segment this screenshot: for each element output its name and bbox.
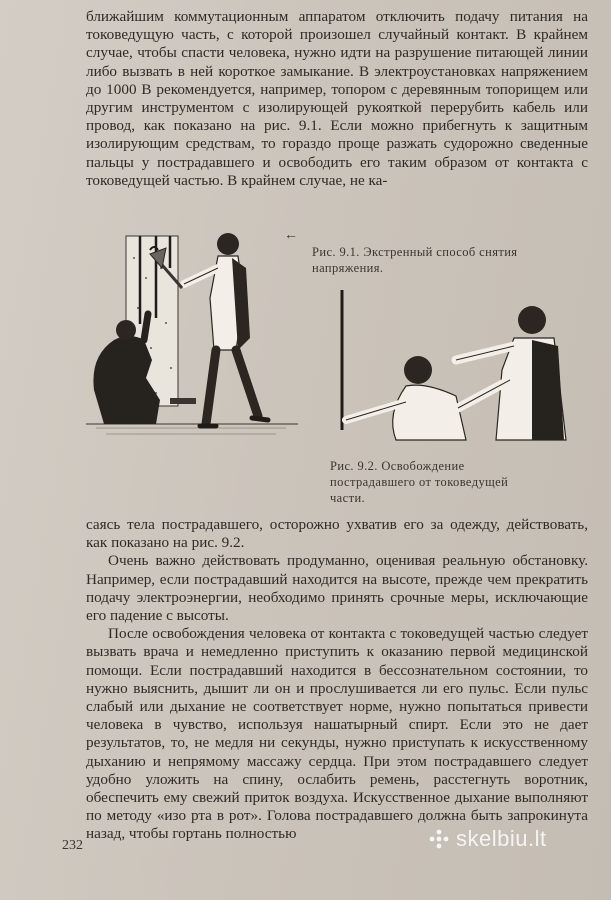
paragraph: После освобождения человека от контакта с токоведущей частью следует вызвать врача и немедленно приступить к оказанию первой медицинской помощи. Если пострадавший находится в бессознательном состоянии, то нужно выяснить, дышит ли он и прослушивается ли его пульс. Если пульс слабый или дыхание не соответствует норме, нужно попытаться привести человека в чувство, используя нашатырный спирт. Если это не дает результатов, то, не медля ни секунды, нужно приступать к искусственному дыханию и непрямому массажу сердца. При этом пострадавшего следует удобно уложить на спину, ослабить ремень, расстегнуть воротник, обеспечить ему свежий приток воздуха. Искусственное дыхание выполняют по методу «изо рта в рот». Голова пострадавшего должна быть запрокинута назад, чтобы гортань полностью — [86, 625, 588, 843]
figure-9-1-illustration — [86, 228, 298, 446]
top-paragraph: ближайшим коммутационным аппаратом отключить подачу питания на токоведущую часть, с которой произошел случайный контакт. В крайнем случае, чтобы спасти человека, нужно идти на разрушение питающей линии либо вызвать в ней короткое замыкание. В электроустановках напряжением до 1000 В рекомендуется, например, топором с деревянным топорищем или другим инструментом с изолирующей рукояткой перерубить кабель или провод, как показано на рис. 9.1. Если можно прибегнуть к защитным изолирующим средствам, то гораздо проще разжать судорожно сведенные пальцы у пострадавшего и освободить его таким образом от контакта с токоведущей частью. В крайнем случае, не ка- — [86, 8, 588, 189]
watermark-logo-icon — [428, 828, 450, 850]
figure-arrow: ← — [284, 228, 298, 243]
figure-9-2-caption: Рис. 9.2. Освобождение пострадавшего от токоведущей части. — [330, 459, 509, 505]
page-number: 232 — [62, 838, 83, 853]
watermark — [428, 826, 547, 852]
figure-9-2-illustration — [326, 290, 576, 448]
watermark-text: skelbiu.lt — [456, 826, 547, 851]
bottom-text — [86, 516, 588, 844]
paragraph: Очень важно действовать продуманно, оценивая реальную обстановку. Например, если пострадавший находится на высоте, прежде чем прекратить подачу электроэнергии, необходимо принять срочные меры, исключающие его падение с высоты. — [86, 552, 588, 625]
figure-9-1-caption: Рис. 9.1. Экстренный способ снятия напряжения. — [312, 245, 518, 275]
paragraph-continuation: саясь тела пострадавшего, осторожно ухватив его за одежду, действовать, как показано на рис. 9.2. — [86, 516, 588, 552]
